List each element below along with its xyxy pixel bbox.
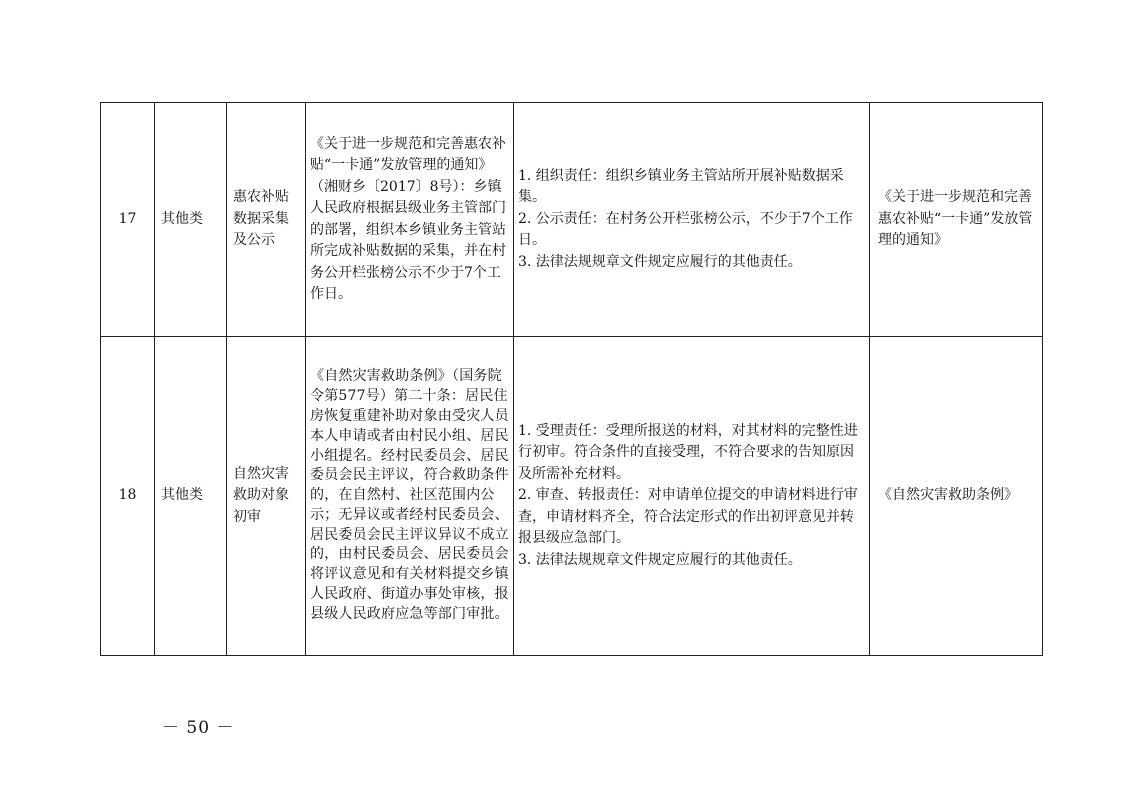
- row-reference: 《关于进一步规范和完善惠农补贴“一卡通”发放管理的通知》: [870, 103, 1043, 337]
- page-number: － 50 －: [162, 718, 235, 738]
- row-responsibilities: [514, 103, 870, 337]
- responsibility-item: 1. 组织责任：组织乡镇业务主管站所开展补贴数据采集。: [518, 167, 844, 206]
- row-category: 其他类: [155, 337, 227, 656]
- responsibility-item: 2. 审查、转报责任：对申请单位提交的申请材料进行审查，申请材料齐全，符合法定形式的作出初评意见并转报县级应急部门。: [518, 487, 858, 547]
- row-legal-basis: 《关于进一步规范和完善惠农补贴“一卡通”发放管理的通知》（湘财乡〔2017〕8号）：乡镇人民政府根据县级业务主管部门的部署，组织本乡镇业务主管站所完成补贴数据的采集，并在村务公开栏张榜公示不少于7个工作日。: [306, 103, 514, 337]
- row-item-name: 惠农补贴数据采集及公示: [227, 103, 306, 337]
- responsibility-table: [100, 102, 1043, 656]
- responsibility-item: 3. 法律法规规章文件规定应履行的其他责任。: [518, 551, 802, 568]
- row-responsibilities: [514, 337, 870, 656]
- row-number: 17: [101, 103, 155, 337]
- table-row: [101, 337, 1043, 656]
- row-number: 18: [101, 337, 155, 656]
- row-category: 其他类: [155, 103, 227, 337]
- responsibility-item: 3. 法律法规规章文件规定应履行的其他责任。: [518, 253, 802, 270]
- table-row: [101, 103, 1043, 337]
- responsibility-item: 2. 公示责任：在村务公开栏张榜公示，不少于7个工作日。: [518, 210, 853, 249]
- responsibility-item: 1. 受理责任：受理所报送的材料，对其材料的完整性进行初审。符合条件的直接受理，不符合要求的告知原因及所需补充材料。: [518, 422, 858, 482]
- row-item-name: 自然灾害救助对象初审: [227, 337, 306, 656]
- row-legal-basis: 《自然灾害救助条例》（国务院令第577号）第二十条：居民住房恢复重建补助对象由受灾人员本人申请或者由村民小组、居民小组提名。经村民委员会、居民委员会民主评议，符合救助条件的，在自然村、社区范围内公示；无异议或者经村民委员会、居民委员会民主评议异议不成立的，由村民委员会、居民委员会将评议意见和有关材料提交乡镇人民政府、街道办事处审核，报县级人民政府应急等部门审批。: [306, 337, 514, 656]
- row-reference: 《自然灾害救助条例》: [870, 337, 1043, 656]
